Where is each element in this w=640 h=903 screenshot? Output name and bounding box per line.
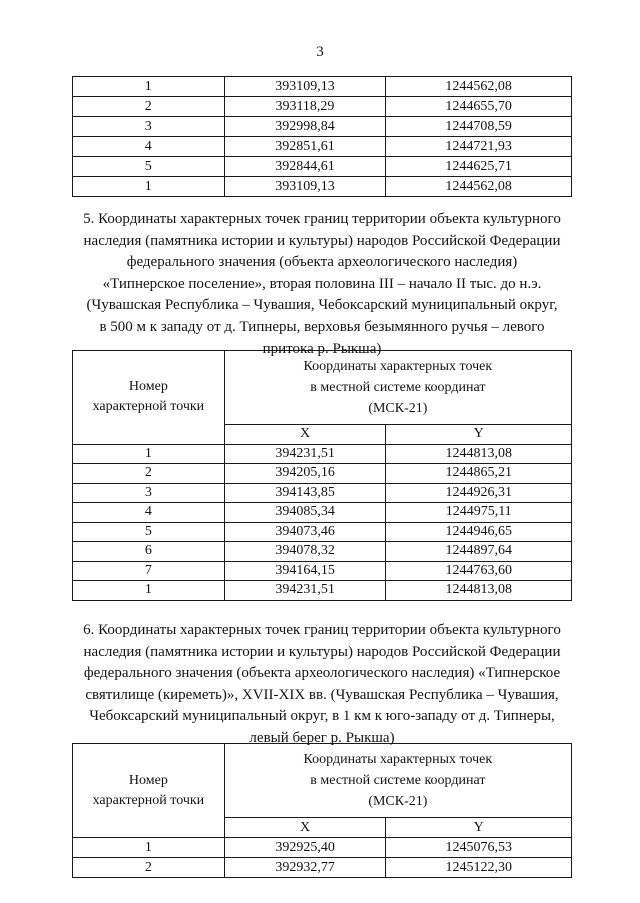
table-row bbox=[73, 177, 572, 197]
point-number-cell: 3 bbox=[73, 117, 225, 137]
table-row bbox=[73, 483, 572, 503]
heading-line: 6. Координаты характерных точек границ территории объекта культурного bbox=[83, 622, 561, 638]
point-number-cell: 2 bbox=[73, 858, 225, 878]
x-coordinate-cell: 393109,13 bbox=[224, 77, 386, 97]
table-row bbox=[73, 503, 572, 523]
point-number-cell: 1 bbox=[73, 177, 225, 197]
table-row bbox=[73, 117, 572, 137]
table-row bbox=[73, 157, 572, 177]
heading-line: (Чувашская Республика – Чувашия, Чебоксарский муниципальный округ, bbox=[86, 297, 558, 314]
x-coordinate-cell: 393118,29 bbox=[224, 97, 386, 117]
section-6-heading bbox=[72, 620, 572, 750]
point-number-cell: 3 bbox=[73, 483, 225, 503]
table-row bbox=[73, 581, 572, 601]
y-coordinate-cell: 1245076,53 bbox=[386, 838, 572, 858]
section-5-coordinates-table bbox=[72, 350, 572, 601]
heading-line: притока р. Рыкша) bbox=[262, 340, 382, 357]
heading-line: наследия (памятника истории и культуры) народов Российской Федерации bbox=[83, 643, 561, 660]
x-coordinate-cell: 394143,85 bbox=[224, 483, 386, 503]
x-coordinate-cell: 394078,32 bbox=[224, 542, 386, 562]
x-coordinate-cell: 392932,77 bbox=[224, 858, 386, 878]
coordinates-header: Координаты характерных точек в местной системе координат (МСК-21) bbox=[224, 744, 571, 818]
y-coordinate-cell: 1244708,59 bbox=[386, 117, 572, 137]
x-coordinate-cell: 392851,61 bbox=[224, 137, 386, 157]
y-coordinate-cell: 1244897,64 bbox=[386, 542, 572, 562]
table-row bbox=[73, 137, 572, 157]
point-number-cell: 4 bbox=[73, 137, 225, 157]
table-row bbox=[73, 77, 572, 97]
point-number-cell: 4 bbox=[73, 503, 225, 523]
x-coordinate-cell: 394205,16 bbox=[224, 464, 386, 484]
table-row bbox=[73, 838, 572, 858]
heading-line: Чебоксарский муниципальный округ, в 1 км к юго-западу от д. Типнеры, bbox=[89, 708, 555, 725]
y-coordinate-cell: 1244946,65 bbox=[386, 522, 572, 542]
y-coordinate-cell: 1244625,71 bbox=[386, 157, 572, 177]
table-row bbox=[73, 97, 572, 117]
point-number-cell: 2 bbox=[73, 464, 225, 484]
point-number-cell: 1 bbox=[73, 581, 225, 601]
x-header: X bbox=[224, 425, 386, 445]
table-row bbox=[73, 542, 572, 562]
table-row bbox=[73, 561, 572, 581]
heading-line: наследия (памятника истории и культуры) народов Российской Федерации bbox=[83, 232, 561, 249]
y-header: Y bbox=[386, 818, 572, 838]
point-number-cell: 1 bbox=[73, 444, 225, 464]
heading-line: в 500 м к западу от д. Типнеры, верховья безымянного ручья – левого bbox=[99, 318, 545, 335]
coordinates-table-continued bbox=[72, 76, 572, 197]
point-number-cell: 1 bbox=[73, 77, 225, 97]
x-coordinate-cell: 394164,15 bbox=[224, 561, 386, 581]
page-number: 3 bbox=[316, 44, 324, 60]
point-number-header: Номер характерной точки bbox=[73, 351, 225, 445]
table-header-row bbox=[73, 351, 572, 425]
section-6-coordinates-table bbox=[72, 743, 572, 878]
heading-line: федерального значения (объекта археологического наследия) «Типнерское bbox=[83, 665, 561, 682]
y-coordinate-cell: 1244655,70 bbox=[386, 97, 572, 117]
point-number-cell: 5 bbox=[73, 522, 225, 542]
section-5-heading bbox=[72, 209, 572, 360]
table-row bbox=[73, 464, 572, 484]
coordinates-header: Координаты характерных точек в местной системе координат (МСК-21) bbox=[224, 351, 571, 425]
heading-line: святилище (киреметь)», XVII-XIX вв. (Чувашская Республика – Чувашия, bbox=[85, 686, 559, 703]
heading-line: 5. Координаты характерных точек границ территории объекта культурного bbox=[83, 211, 561, 227]
y-coordinate-cell: 1244926,31 bbox=[386, 483, 572, 503]
point-number-cell: 1 bbox=[73, 838, 225, 858]
table-row bbox=[73, 444, 572, 464]
y-coordinate-cell: 1244562,08 bbox=[386, 77, 572, 97]
heading-line: «Типнерское поселение», вторая половина III – начало II тыс. до н.э. bbox=[102, 275, 542, 292]
y-coordinate-cell: 1244975,11 bbox=[386, 503, 572, 523]
point-number-header: Номер характерной точки bbox=[73, 744, 225, 838]
y-coordinate-cell: 1245122,30 bbox=[386, 858, 572, 878]
point-number-cell: 7 bbox=[73, 561, 225, 581]
x-coordinate-cell: 394231,51 bbox=[224, 444, 386, 464]
y-coordinate-cell: 1244813,08 bbox=[386, 444, 572, 464]
y-coordinate-cell: 1244865,21 bbox=[386, 464, 572, 484]
table-row bbox=[73, 858, 572, 878]
x-header: X bbox=[224, 818, 386, 838]
x-coordinate-cell: 394073,46 bbox=[224, 522, 386, 542]
x-coordinate-cell: 394085,34 bbox=[224, 503, 386, 523]
point-number-cell: 2 bbox=[73, 97, 225, 117]
heading-line: федерального значения (объекта археологического наследия) bbox=[126, 254, 518, 271]
point-number-cell: 6 bbox=[73, 542, 225, 562]
table-row bbox=[73, 522, 572, 542]
x-coordinate-cell: 392844,61 bbox=[224, 157, 386, 177]
heading-line: левый берег р. Рыкша) bbox=[249, 729, 395, 746]
x-coordinate-cell: 392998,84 bbox=[224, 117, 386, 137]
y-coordinate-cell: 1244721,93 bbox=[386, 137, 572, 157]
x-coordinate-cell: 394231,51 bbox=[224, 581, 386, 601]
point-number-cell: 5 bbox=[73, 157, 225, 177]
table-header-row bbox=[73, 744, 572, 818]
y-coordinate-cell: 1244562,08 bbox=[386, 177, 572, 197]
x-coordinate-cell: 392925,40 bbox=[224, 838, 386, 858]
x-coordinate-cell: 393109,13 bbox=[224, 177, 386, 197]
y-header: Y bbox=[386, 425, 572, 445]
y-coordinate-cell: 1244813,08 bbox=[386, 581, 572, 601]
y-coordinate-cell: 1244763,60 bbox=[386, 561, 572, 581]
